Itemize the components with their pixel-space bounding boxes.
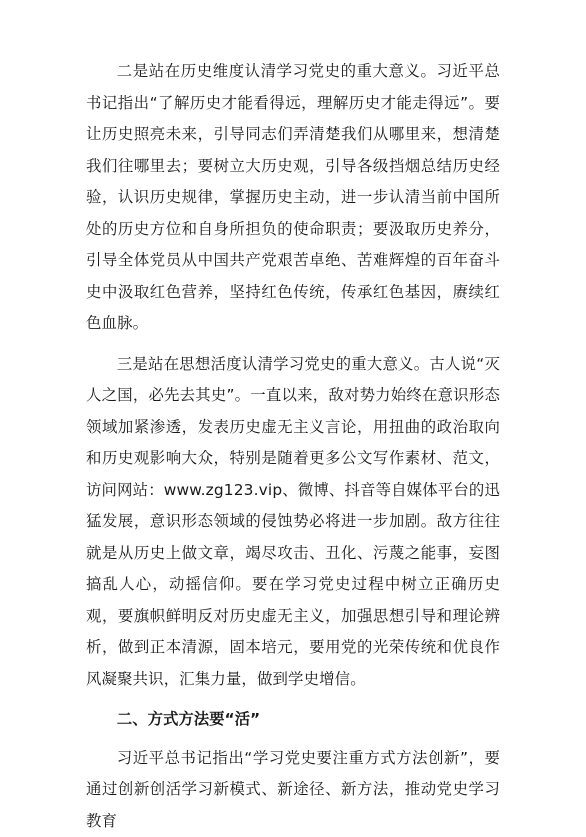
paragraph-gap: [86, 340, 500, 349]
paragraph-historical-dimension: 二是站在历史维度认清学习党史的重大意义。习近平总书记指出“了解历史才能看得远，理解历史才能走得远”。要让历史照亮未来，引导同志们弄清楚我们从哪里来，想清楚我们往哪里去；要树立大历史观，引导各级挡烟总结历史经验，认识历史规律，掌握历史主动，进一步认清当前中国所处的历史方位和自身所担负的使命职责；要汲取历史养分，引导全体党员从中国共产党艰苦卓绝、苦难辉煌的百年奋斗史中汲取红色营养，坚持红色传统，传承红色基因，赓续红色血脉。: [86, 56, 500, 340]
paragraph-ideological-dimension: 三是站在思想活度认清学习党史的重大意义。古人说“灭人之国，必先去其史”。一直以来，敌对势力始终在意识形态领域加紧渗透，发表历史虚无主义言论，用扭曲的政治取向和历史观影响大众，特别是随着更多公文写作素材、范文，访问网站：www.zg123.vip、微博、抖音等自媒体平台的迅猛发展，意识形态领域的侵蚀势必将进一步加剧。敌方往往就是从历史上做文章，竭尽攻击、丑化、污蔑之能事，妄图搞乱人心，动摇信仰。要在学习党史过程中树立正确历史观，要旗帜鲜明反对历史虚无主义，加强思想引导和理论辨析，做到正本清源，固本培元，要用党的光荣传统和优良作风凝聚共识，汇集力量，做到学史增信。: [86, 349, 500, 696]
paragraph-methods-intro: 习近平总书记指出“学习党史要注重方式方法创新”，要通过创新创活学习新模式、新途径、新方法，推动党史学习教育: [86, 743, 500, 837]
section-heading-methods: 二、方式方法要“活”: [86, 704, 500, 736]
